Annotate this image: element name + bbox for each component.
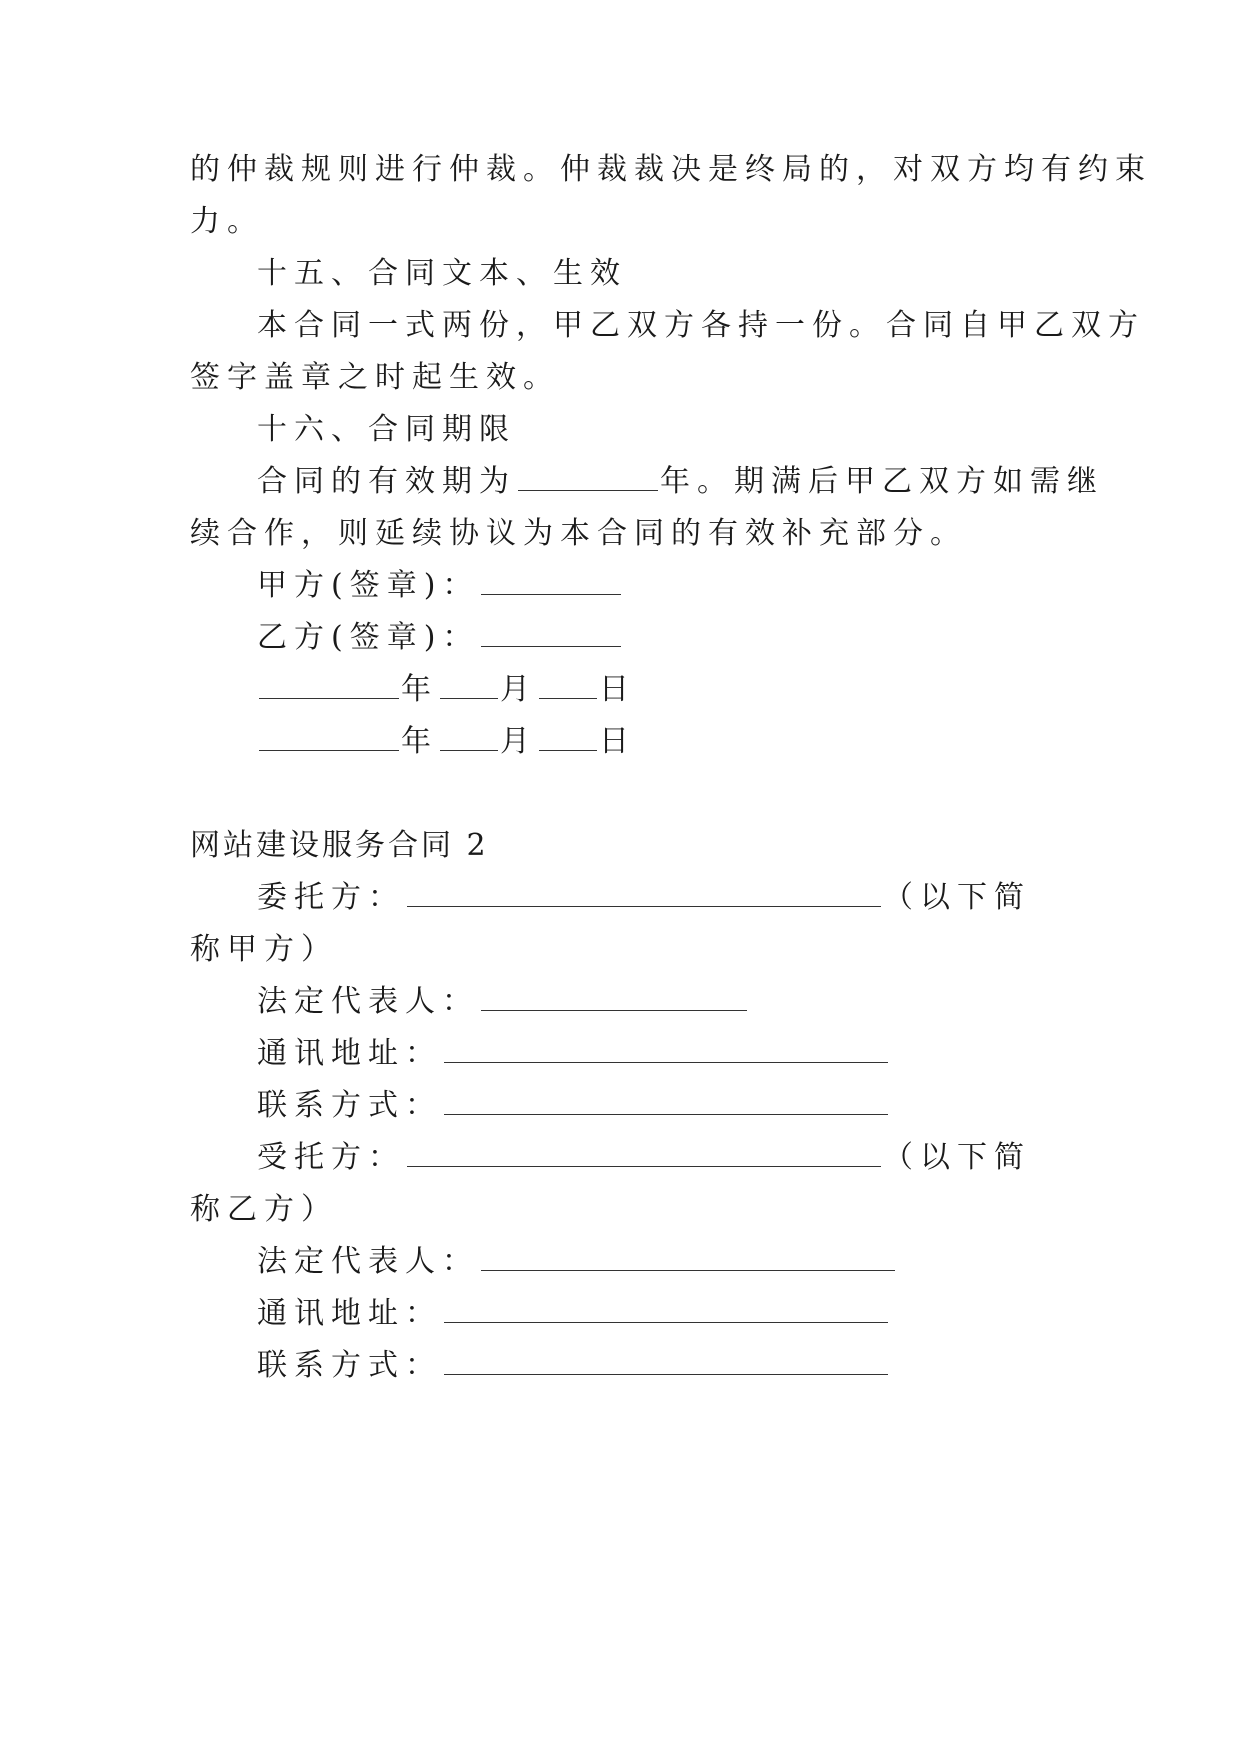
contact-blank[interactable] — [444, 1348, 888, 1375]
legal-rep-blank[interactable] — [481, 1244, 895, 1271]
client-blank[interactable] — [407, 880, 881, 907]
party-b-signature-line — [257, 618, 623, 658]
address-label: 通讯地址： — [257, 1036, 442, 1071]
year-blank[interactable] — [259, 672, 399, 699]
text-line: 续合作，则延续协议为本合同的有效补充部分。 — [190, 516, 967, 551]
client-label: 委托方： — [257, 880, 405, 915]
address-label: 通讯地址： — [257, 1296, 442, 1331]
legal-rep-label: 法定代表人： — [257, 984, 479, 1019]
section-heading: 十五、合同文本、生效 — [257, 256, 627, 291]
contractor-label: 受托方： — [257, 1140, 405, 1175]
month-blank[interactable] — [440, 672, 498, 699]
address-blank[interactable] — [444, 1296, 888, 1323]
day-label: 日 — [599, 672, 636, 707]
date-line — [257, 670, 636, 710]
party-b-sign-blank[interactable] — [481, 620, 621, 647]
client-address-line — [257, 1034, 890, 1074]
legal-rep-blank[interactable] — [481, 984, 747, 1011]
text-line — [257, 462, 1104, 502]
party-b-sign-label: 乙方(签章)： — [257, 620, 480, 655]
date-line — [257, 722, 636, 762]
text-line: 的仲裁规则进行仲裁。仲裁裁决是终局的，对双方均有约束 — [190, 152, 1152, 187]
term-years-blank[interactable] — [518, 464, 658, 491]
contractor-contact-line — [257, 1346, 890, 1386]
text-line: 力。 — [190, 204, 264, 239]
client-line — [257, 878, 1031, 918]
contact-blank[interactable] — [444, 1088, 888, 1115]
contractor-blank[interactable] — [407, 1140, 881, 1167]
contractor-legal-rep-line — [257, 1242, 897, 1282]
party-a-signature-line — [257, 566, 623, 606]
client-contact-line — [257, 1086, 890, 1126]
party-a-sign-blank[interactable] — [481, 568, 621, 595]
month-label: 月 — [500, 672, 537, 707]
contact-label: 联系方式： — [257, 1088, 442, 1123]
day-label: 日 — [599, 724, 636, 759]
text-line: 称甲方） — [190, 932, 338, 967]
year-label: 年 — [401, 724, 438, 759]
month-blank[interactable] — [440, 724, 498, 751]
address-blank[interactable] — [444, 1036, 888, 1063]
term-text: 年。期满后甲乙双方如需继 — [660, 464, 1104, 499]
term-label: 合同的有效期为 — [257, 464, 516, 499]
party-a-sign-label: 甲方(签章)： — [257, 568, 480, 603]
text-line: 称乙方） — [190, 1192, 338, 1227]
day-blank[interactable] — [539, 724, 597, 751]
contract-title: 网站建设服务合同 2 — [190, 828, 489, 863]
text-line: 签字盖章之时起生效。 — [190, 360, 560, 395]
day-blank[interactable] — [539, 672, 597, 699]
contact-label: 联系方式： — [257, 1348, 442, 1383]
contractor-suffix: （以下简 — [883, 1140, 1031, 1175]
month-label: 月 — [500, 724, 537, 759]
contractor-line — [257, 1138, 1031, 1178]
client-legal-rep-line — [257, 982, 749, 1022]
year-label: 年 — [401, 672, 438, 707]
contractor-address-line — [257, 1294, 890, 1334]
client-suffix: （以下简 — [883, 880, 1031, 915]
legal-rep-label: 法定代表人： — [257, 1244, 479, 1279]
section-heading: 十六、合同期限 — [257, 412, 516, 447]
year-blank[interactable] — [259, 724, 399, 751]
text-line: 本合同一式两份，甲乙双方各持一份。合同自甲乙双方 — [257, 308, 1145, 343]
